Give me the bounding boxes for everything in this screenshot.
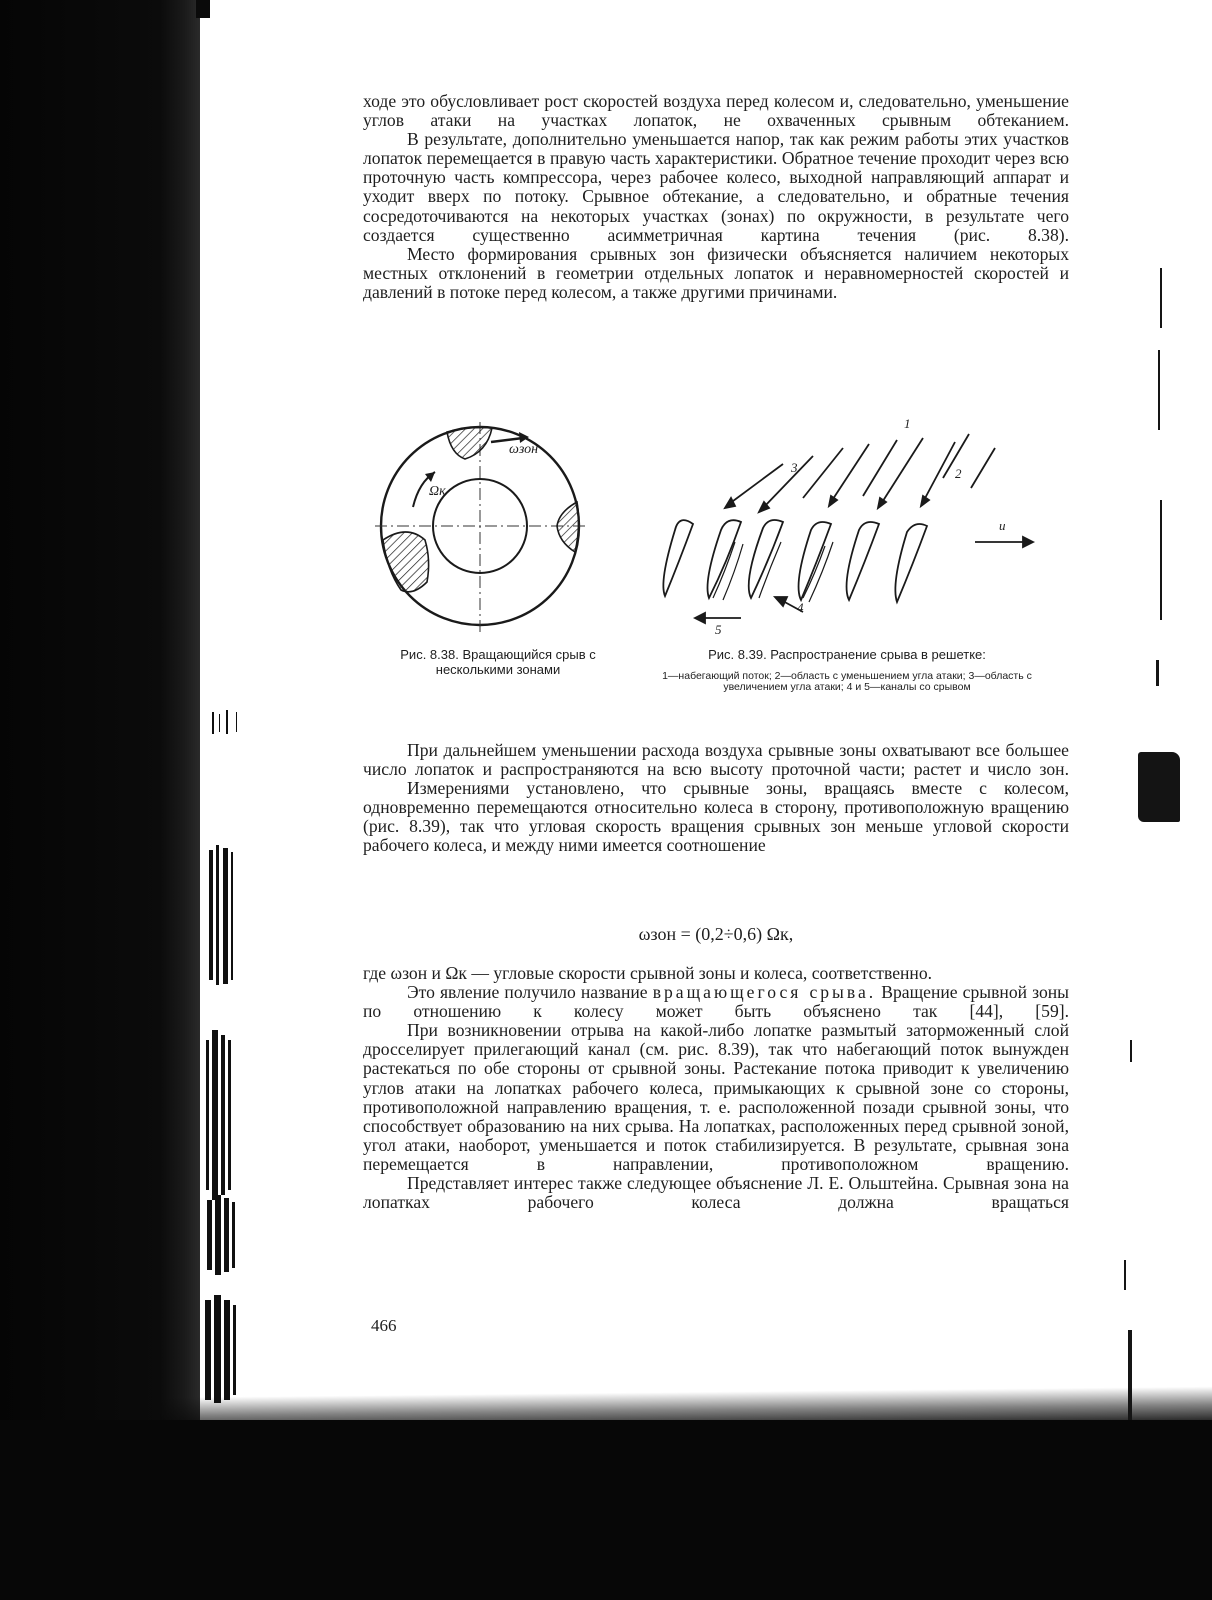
paragraph-where: где ωзон и Ωк — угловые скорости срывной зоны и колеса, соответственно. bbox=[363, 963, 933, 983]
cascade-label-u: u bbox=[999, 518, 1006, 533]
omega-k-label: Ωк bbox=[429, 484, 446, 499]
text-block-middle bbox=[363, 741, 1069, 856]
cascade-label-5: 5 bbox=[715, 622, 722, 637]
paragraph: В результате, дополнительно уменьшается напор, так как режим работы этих участков лопаток перемещается в правую часть характеристики. Обратное течение проходит через всю проточную часть компрессора, через рабочее колесо, выходной направляющий аппарат и уходит вверх по потоку. Срывное обтекание, а следовательно, и обратные течения сосредоточиваются на некоторых участках (зонах) по окружности, в результате чего создается существенно асимметричная картина течения (рис. 8.38). bbox=[363, 129, 1069, 245]
paragraph: Представляет интерес также следующее объяснение Л. Е. Ольштейна. Срывная зона на лопатках рабочего колеса должна вращаться bbox=[363, 1173, 1069, 1213]
cascade-label-2: 2 bbox=[955, 466, 962, 481]
cascade-label-3: 3 bbox=[791, 460, 798, 475]
paragraph: ходе это обусловливает рост скоростей воздуха перед колесом и, следовательно, уменьшение углов атаки на участках лопаток, не охваченных срывным обтеканием. bbox=[363, 91, 1069, 131]
paragraph: Место формирования срывных зон физически объясняется наличием некоторых местных отклонений в геометрии отдельных лопаток и неравномерностей скоростей и давлений в потоке перед колесом, а также другими причинами. bbox=[363, 243, 1069, 302]
scan-dark-margin-bottom bbox=[0, 1420, 1212, 1600]
cascade-label-1: 1 bbox=[904, 416, 911, 431]
figure-839-cascade bbox=[663, 434, 1033, 623]
figure-838-disk bbox=[375, 422, 589, 634]
caption-fig-839 bbox=[655, 648, 1039, 693]
paragraph: При возникновении отрыва на какой-либо лопатке размытый заторможенный слой дросселирует прилегающий канал (см. рис. 8.39), так что набегающий поток вынужден растекаться по обе стороны от срывной зоны. Растекание потока приводит к увеличению углов атаки на лопатках рабочего колеса, примыкающих к срывной зоне со стороны, противоположной направлению вращения, т. е. расположенной позади срывной зоны, что способствует образованию на них срыва. На лопатках, расположенных перед срывной зоной, угол атаки, наоборот, уменьшается и поток стабилизируется. В результате, срывная зона перемещается в направлении, противоположном вращению. bbox=[363, 1020, 1069, 1174]
paragraph: Измерениями установлено, что срывные зоны, вращаясь вместе с колесом, одновременно перемещаются относительно колеса в сторону, противоположную вращению (рис. 8.39), так что угловая скорость вращения срывных зон меньше угловой скорости рабочего колеса, и между ними имеется соотношение bbox=[363, 778, 1069, 856]
caption-fig-838: Рис. 8.38. Вращающийся срыв с несколькими зонами bbox=[400, 647, 596, 677]
paragraph: При дальнейшем уменьшении расхода воздуха срывные зоны охватывают все большее число лопаток и распространяются на всю высоту проточной части; растет и число зон. bbox=[363, 740, 1069, 780]
figures-region bbox=[363, 412, 1069, 722]
caption-fig-839-legend: 1—набегающий поток; 2—область с уменьшением угла атаки; 3—область с увеличением угла атаки; 4 и 5—каналы со срывом bbox=[662, 669, 1032, 693]
caption-fig-839-title: Рис. 8.39. Распространение срыва в решетке: bbox=[708, 647, 986, 662]
term-tail: Вращение срывной зоны по отношению к колесу может быть объяснено так [44], [59]. bbox=[363, 982, 1069, 1022]
formula: ωзон = (0,2÷0,6) Ωк, bbox=[638, 924, 794, 944]
scan-dark-margin-left bbox=[0, 0, 200, 1420]
text-block-bottom bbox=[363, 964, 1069, 1212]
text-block-top bbox=[363, 92, 1069, 302]
term-spaced: вращающегося срыва. bbox=[652, 982, 877, 1003]
scan-ink-blot bbox=[1138, 752, 1180, 822]
page-number: 466 bbox=[371, 1316, 397, 1335]
term-lead: Это явление получило название bbox=[407, 982, 648, 1003]
cascade-label-4: 4 bbox=[797, 600, 804, 615]
paragraph-term bbox=[363, 983, 1069, 1021]
scan-notch bbox=[196, 0, 210, 18]
omega-zone-label: ωзон bbox=[509, 442, 539, 457]
